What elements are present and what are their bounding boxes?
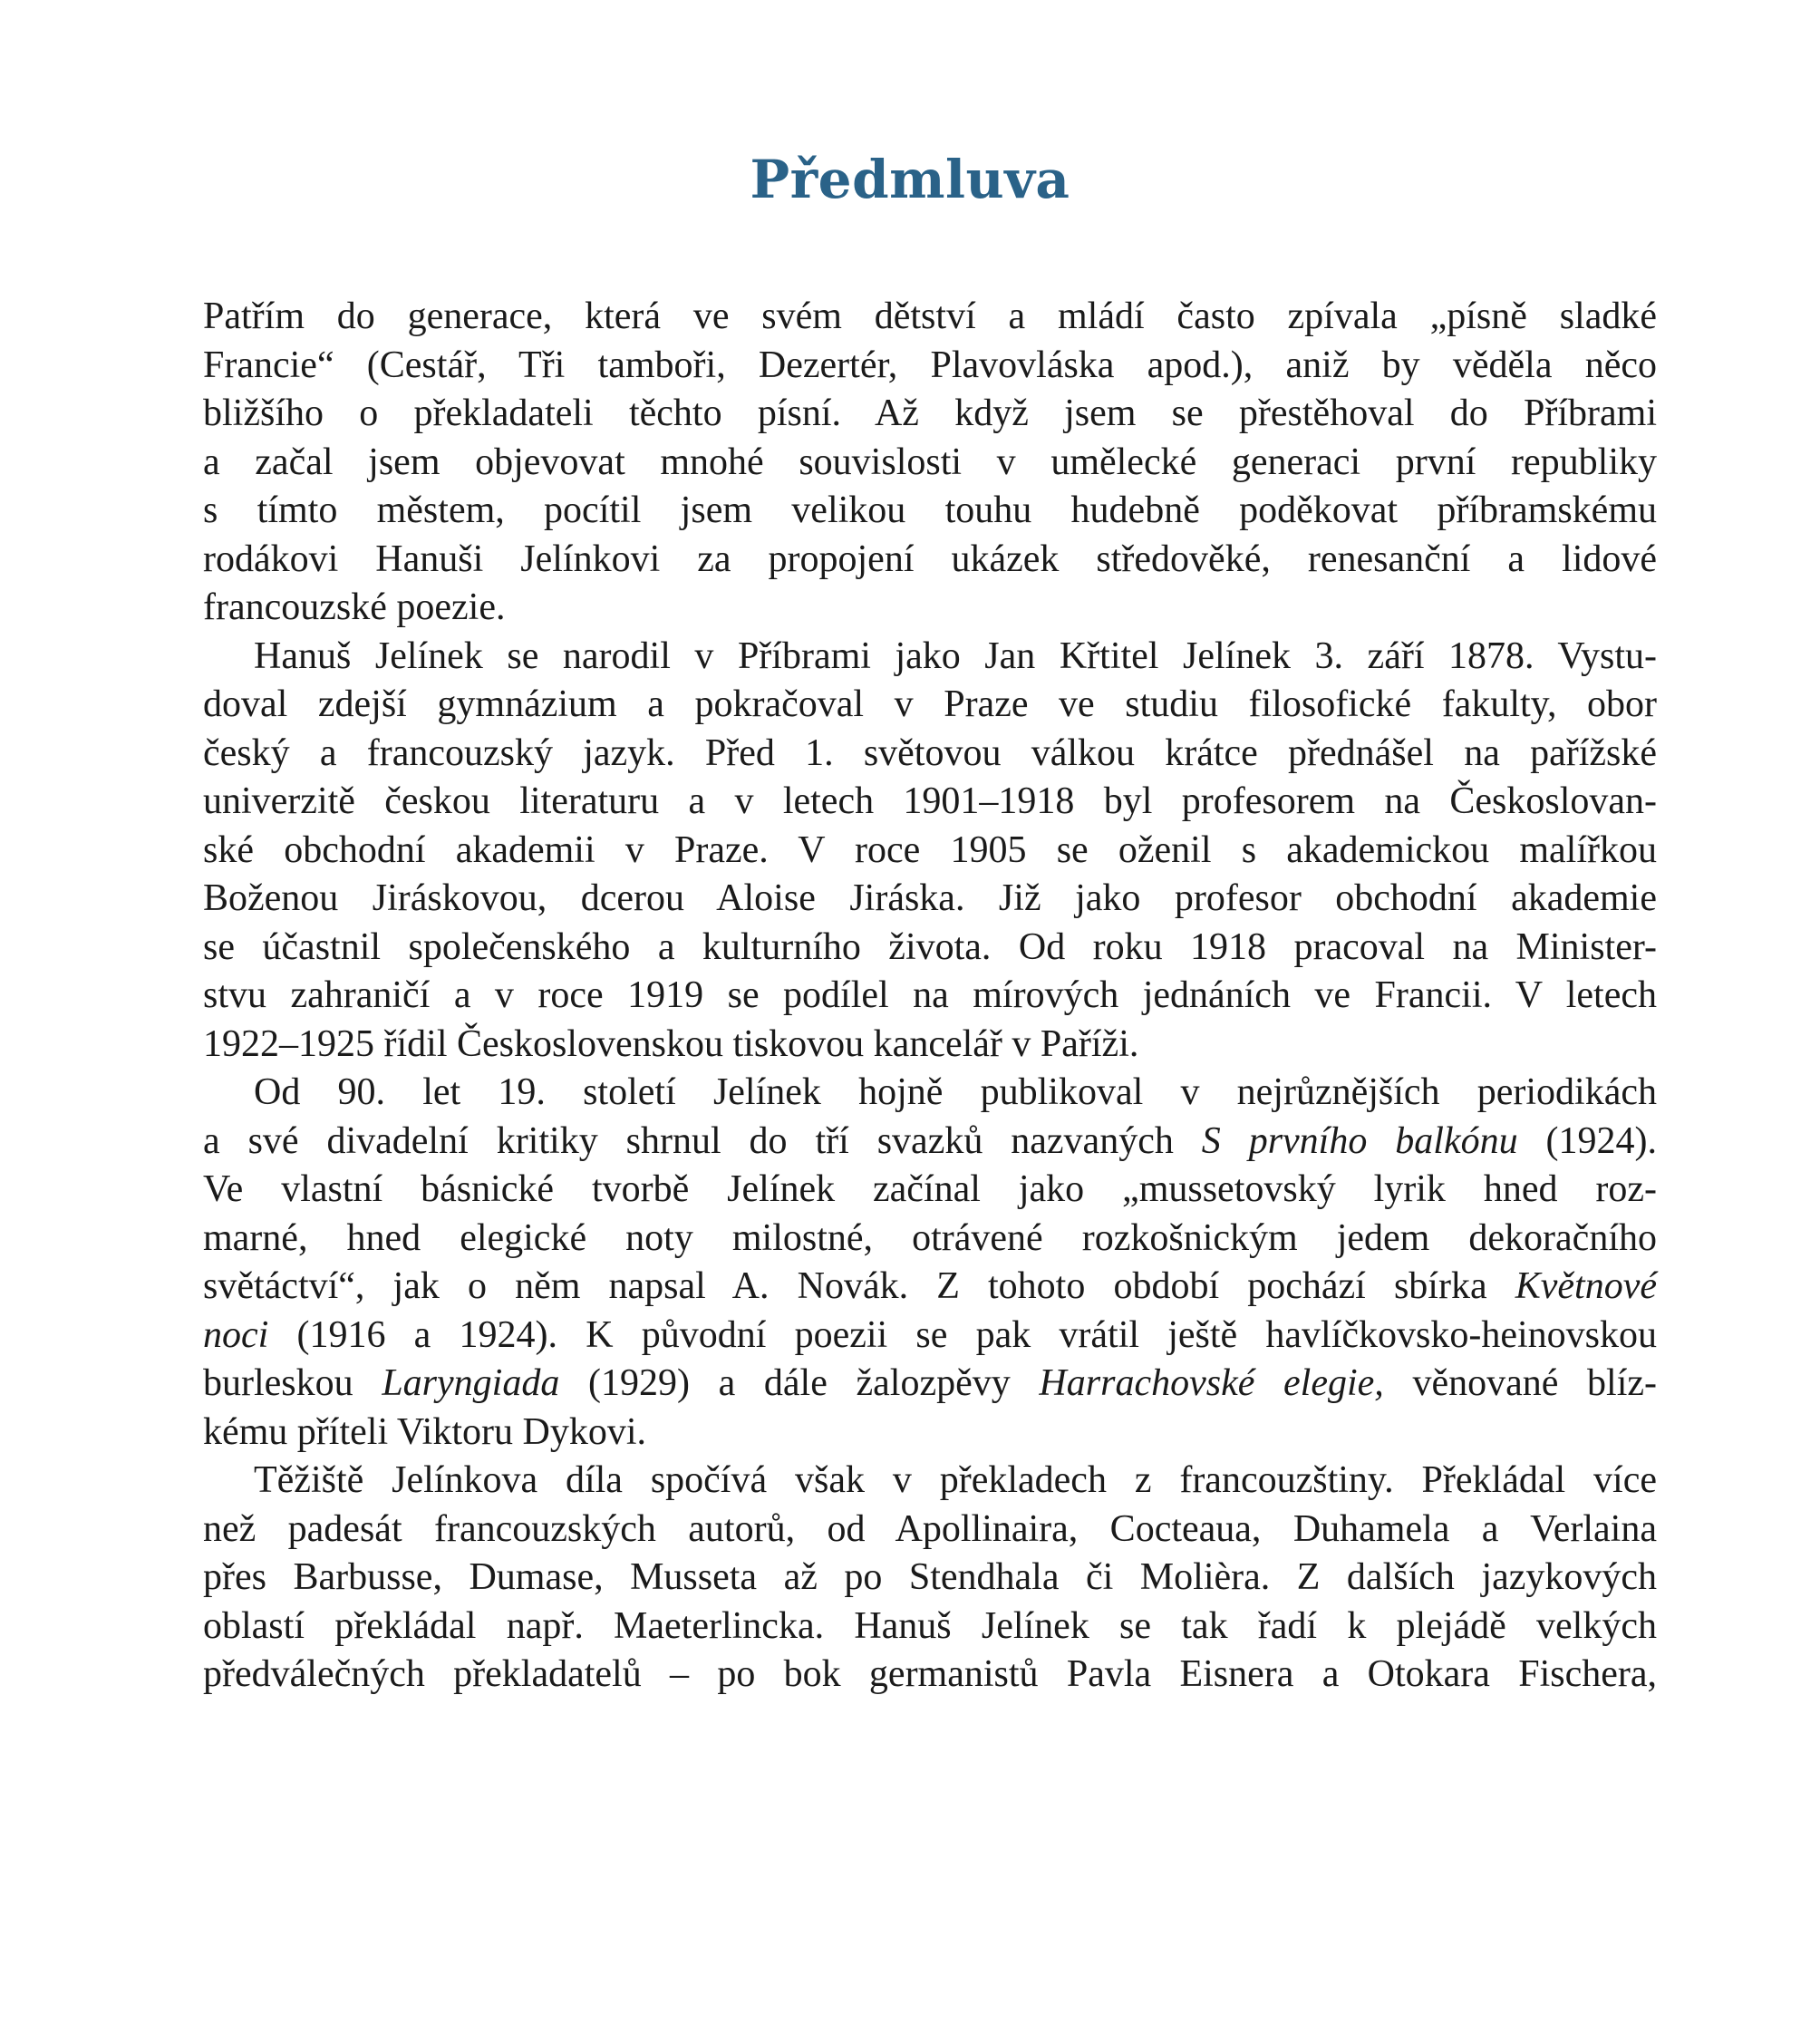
italic-title: S prvního balkónu — [1201, 1119, 1518, 1162]
paragraph-2 — [203, 633, 1657, 1070]
italic-title: noci — [203, 1313, 269, 1356]
text-line: 1922–1925 řídil Československou tiskovou kancelář v Paříži. — [203, 1022, 1139, 1065]
text-line: přes Barbusse, Dumase, Musseta až po Stendhala či Molièra. Z dalších jazykových — [203, 1556, 1657, 1598]
text-line: se účastnil společenského a kulturního života. Od roku 1918 pracoval na Minister- — [203, 925, 1657, 968]
text-run: a své divadelní kritiky shrnul do tří svazků nazvaných — [203, 1119, 1202, 1162]
text-line: oblastí překládal např. Maeterlincka. Hanuš Jelínek se tak řadí k plejádě velkých — [203, 1604, 1657, 1647]
text-line — [203, 1069, 1657, 1118]
text-line — [203, 1118, 1657, 1167]
text-line — [203, 1409, 1657, 1458]
text-line — [203, 1166, 1657, 1215]
text-line: a začal jsem objevovat mnohé souvislosti v umělecké generaci první republiky — [203, 441, 1657, 483]
text-line: s tímto městem, pocítil jsem velikou touhu hudebně poděkovat příbramskému — [203, 489, 1657, 531]
text-run: světáctví“, jak o něm napsal A. Novák. Z tohoto období pochází sbírka — [203, 1265, 1515, 1307]
text-line — [203, 1263, 1657, 1312]
text-line: francouzské poezie. — [203, 586, 506, 628]
text-line: Patřím do generace, která ve svém dětství a mládí často zpívala „písně sladké — [203, 295, 1657, 337]
text-line: český a francouzský jazyk. Před 1. světovou válkou krátce přednášel na pařížské — [203, 731, 1657, 774]
paragraph-3 — [203, 1069, 1657, 1457]
text-line: bližšího o překladateli těchto písní. Až když jsem se přestěhoval do Příbrami — [203, 392, 1657, 434]
text-line — [203, 1360, 1657, 1409]
text-line — [203, 1215, 1657, 1264]
text-line: Těžiště Jelínkova díla spočívá však v překladech z francouzštiny. Překládal více — [254, 1459, 1657, 1501]
page-title: Předmluva — [750, 149, 1070, 210]
italic-title: Laryngiada — [382, 1362, 560, 1404]
text-run: burleskou — [203, 1362, 382, 1404]
italic-title: Harrachovské elegie, — [1039, 1362, 1384, 1404]
text-line: Hanuš Jelínek se narodil v Příbrami jako Jan Křtitel Jelínek 3. září 1878. Vystu- — [254, 634, 1657, 677]
italic-title: Květnové — [1515, 1265, 1657, 1307]
text-line: univerzitě českou literaturu a v letech 1901–1918 byl profesorem na Českoslovan- — [203, 780, 1657, 822]
text-run: kému příteli Viktoru Dykovi. — [203, 1410, 646, 1453]
paragraph-1 — [203, 293, 1657, 633]
text-run: (1916 a 1924). K původní poezii se pak vrátil ještě havlíčkovsko-heinovskou — [268, 1313, 1657, 1356]
text-line: ské obchodní akademii v Praze. V roce 1905 se oženil s akademickou malířkou — [203, 828, 1657, 871]
text-run: Ve vlastní básnické tvorbě Jelínek začínal jako „mussetovský lyrik hned roz- — [203, 1168, 1657, 1210]
text-line: stvu zahraničí a v roce 1919 se podílel na mírových jednáních ve Francii. V letech — [203, 974, 1657, 1016]
body-text — [203, 293, 1657, 1700]
text-line: Boženou Jiráskovou, dcerou Aloise Jiráska. Již jako profesor obchodní akademie — [203, 877, 1657, 919]
text-run: (1929) a dále žalozpěvy — [559, 1362, 1040, 1404]
text-line: doval zdejší gymnázium a pokračoval v Praze ve studiu filosofické fakulty, obor — [203, 683, 1657, 725]
text-line: Francie“ (Cestář, Tři tamboři, Dezertér, Plavovláska apod.), aniž by věděla něco — [203, 344, 1657, 386]
text-run: věnované blíz- — [1383, 1362, 1657, 1404]
text-line — [203, 1312, 1657, 1361]
text-line: předválečných překladatelů – po bok germanistů Pavla Eisnera a Otokara Fischera, — [203, 1653, 1657, 1695]
text-run: marné, hned elegické noty milostné, otrávené rozkošnickým jedem dekoračního — [203, 1216, 1657, 1259]
text-run: Od 90. let 19. století Jelínek hojně publikoval v nejrůznějších periodikách — [254, 1071, 1657, 1113]
text-line: než padesát francouzských autorů, od Apollinaira, Cocteaua, Duhamela a Verlaina — [203, 1507, 1657, 1550]
text-run: (1924). — [1517, 1119, 1657, 1162]
text-line: rodákovi Hanuši Jelínkovi za propojení ukázek středověké, renesanční a lidové — [203, 538, 1657, 580]
paragraph-4 — [203, 1457, 1657, 1700]
